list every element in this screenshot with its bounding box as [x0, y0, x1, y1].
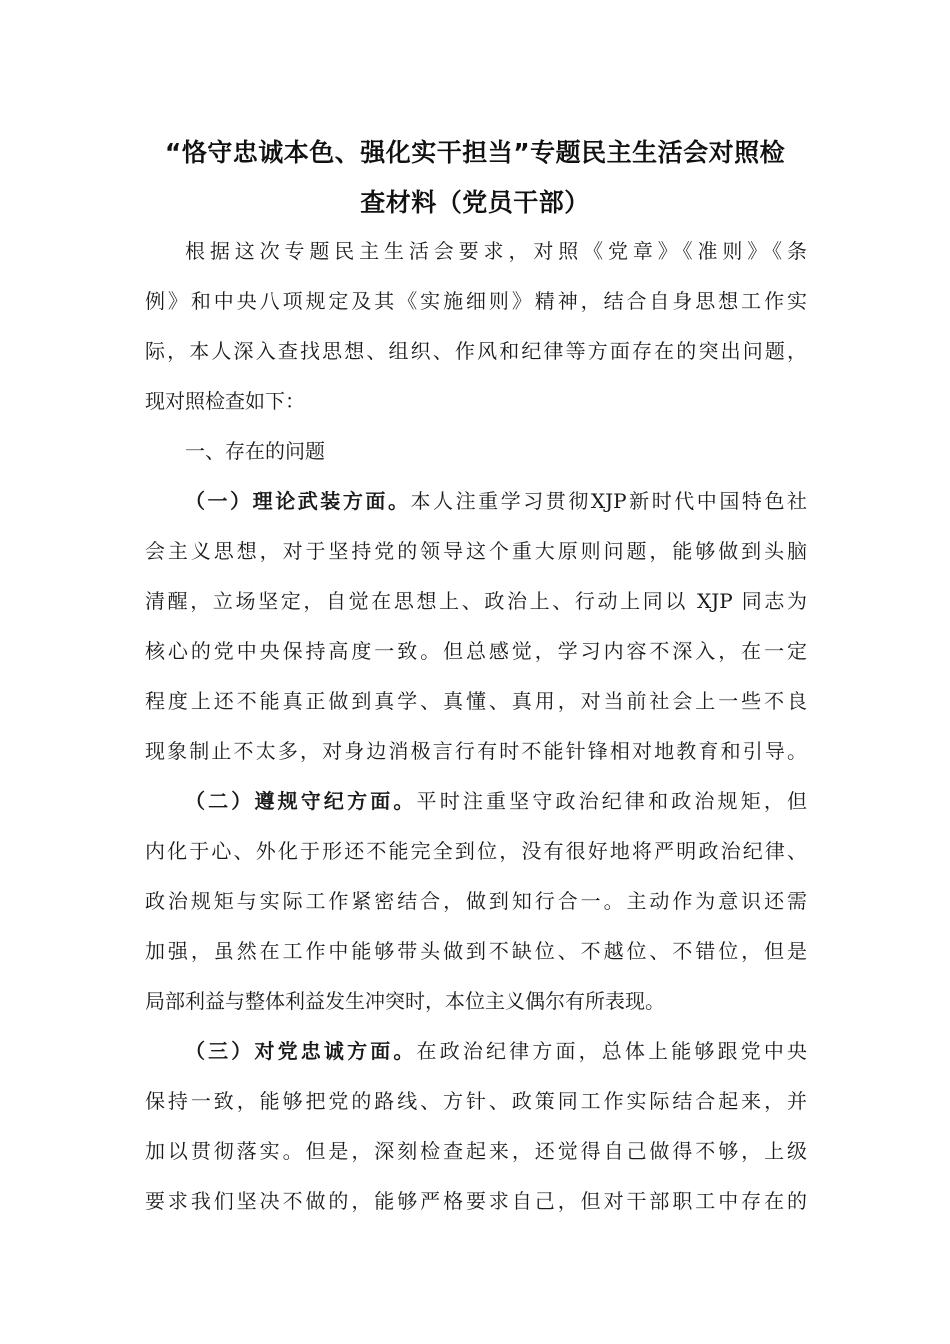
item1-line-4: 核心的党中央保持高度一致。但总感觉，学习内容不深入，在一定: [145, 639, 807, 663]
intro-line-3: 际，本人深入查找思想、组织、作风和纪律等方面存在的突出问题，: [145, 339, 807, 363]
item2-text-1: 平时注重坚守政治纪律和政治规矩，但: [416, 789, 808, 813]
intro-line-1: 根据这次专题民主生活会要求，对照《党章》《准则》《条: [185, 239, 807, 263]
document-title-line-2: 查材料（党员干部）: [360, 188, 590, 217]
item3-lead: （三）对党忠诚方面。: [185, 1039, 417, 1063]
item3-line-2: 保持一致，能够把党的路线、方针、政策同工作实际结合起来，并: [145, 1089, 807, 1113]
intro-line-4: 现对照检查如下：: [145, 389, 305, 413]
item3-line-3: 加以贯彻落实。但是，深刻检查起来，还觉得自己做得不够，上级: [145, 1139, 807, 1163]
intro-line-2: 例》和中央八项规定及其《实施细则》精神，结合自身思想工作实: [145, 289, 807, 313]
item2-line-3: 政治规矩与实际工作紧密结合，做到知行合一。主动作为意识还需: [145, 889, 807, 913]
item1-line-5: 程度上还不能真正做到真学、真懂、真用，对当前社会上一些不良: [145, 689, 807, 713]
item3-line-1: [185, 1037, 807, 1065]
item3-text-1: 在政治纪律方面，总体上能够跟党中央: [416, 1039, 808, 1063]
item1-line-1: [185, 487, 807, 515]
item3-line-4: 要求我们坚决不做的，能够严格要求自己，但对干部职工中存在的: [145, 1189, 807, 1213]
item2-line-2: 内化于心、外化于形还不能完全到位，没有很好地将严明政治纪律、: [145, 839, 807, 863]
section-heading: 一、存在的问题: [185, 439, 325, 463]
item2-line-5: 局部利益与整体利益发生冲突时，本位主义偶尔有所表现。: [145, 989, 665, 1013]
item1-line-6: 现象制止不太多，对身边消极言行有时不能针锋相对地教育和引导。: [145, 739, 807, 763]
item2-lead: （二）遵规守纪方面。: [185, 789, 417, 813]
item1-lead: （一）理论武装方面。: [185, 489, 411, 513]
item2-line-4: 加强，虽然在工作中能够带头做到不缺位、不越位、不错位，但是: [145, 939, 807, 963]
item1-line-2: 会主义思想，对于坚持党的领导这个重大原则问题，能够做到头脑: [145, 539, 807, 563]
item1-line-3: 清醒，立场坚定，自觉在思想上、政治上、行动上同以 XJP 同志为: [145, 589, 807, 613]
document-title-line-1: “恪守忠诚本色、强化实干担当”专题民主生活会对照检: [164, 138, 786, 167]
item2-line-1: [185, 787, 807, 815]
item1-text-1: 本人注重学习贯彻XJP新时代中国特色社: [410, 489, 808, 513]
